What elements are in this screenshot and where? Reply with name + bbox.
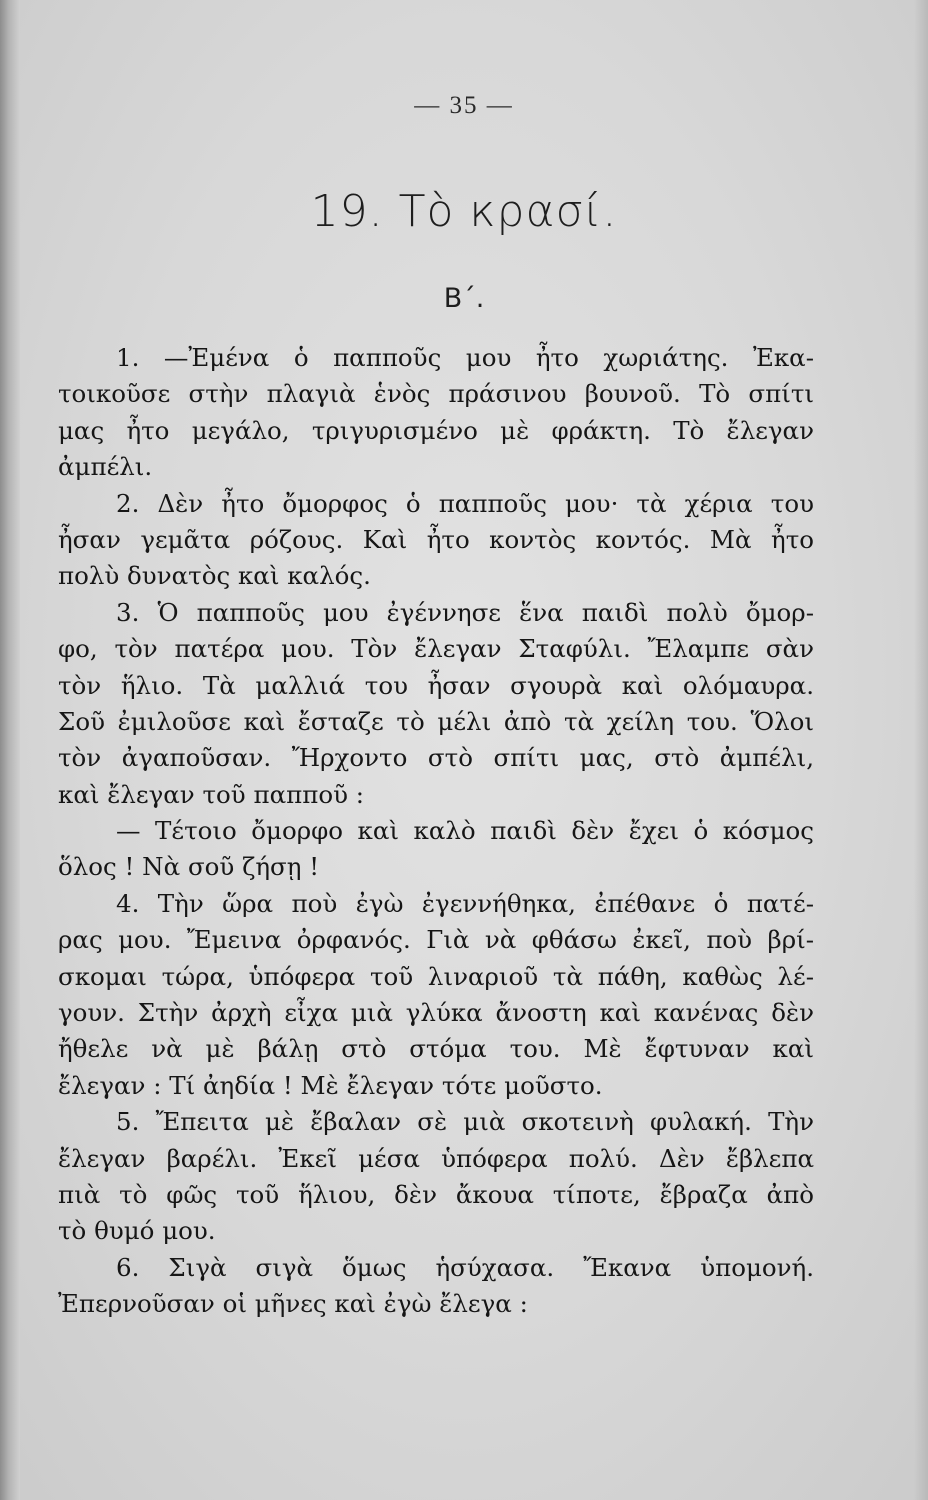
text-line: καὶ ἔλεγαν τοῦ παπποῦ : — [58, 779, 365, 809]
text-line: ἦσαν γεμᾶτα ρόζους. Καὶ ἦτο κοντὸς κοντός. Μὰ ἦτο — [58, 524, 814, 554]
text-line: ἔλεγαν : Τί ἀηδία ! Μὲ ἔλεγαν τότε μοῦστο. — [58, 1070, 603, 1100]
page-number: — 35 — — [414, 92, 514, 119]
chapter-subtitle: Β΄. — [443, 283, 485, 314]
text-line: σκομαι τώρα, ὑπόφερα τοῦ λιναριοῦ τὰ πάθη, καθὼς λέ- — [58, 961, 814, 991]
body-text — [58, 340, 814, 1323]
text-line: φο, τὸν πατέρα μου. Τὸν ἔλεγαν Σταφύλι. Ἔλαμπε σὰν — [58, 634, 814, 664]
text-line: Ἐπερνοῦσαν οἱ μῆνες καὶ ἐγὼ ἔλεγα : — [58, 1289, 528, 1319]
text-line: 6. Σιγὰ σιγὰ ὅμως ἡσύχασα. Ἔκανα ὑπομονή. — [116, 1252, 814, 1282]
text-line: τοικοῦσε στὴν πλαγιὰ ἑνὸς πράσινου βουνοῦ. Τὸ σπίτι — [58, 379, 814, 409]
text-line: τὸ θυμό μου. — [58, 1216, 216, 1246]
text-line: 5. Ἔπειτα μὲ ἔβαλαν σὲ μιὰ σκοτεινὴ φυλακή. Τὴν — [116, 1107, 814, 1137]
text-line: ἔλεγαν βαρέλι. Ἐκεῖ μέσα ὑπόφερα πολύ. Δὲν ἔβλεπα — [58, 1143, 814, 1173]
text-line: πολὺ δυνατὸς καὶ καλός. — [58, 561, 371, 591]
text-line: μας ἦτο μεγάλο, τριγυρισμένο μὲ φράκτη. Τὸ ἔλεγαν — [58, 415, 814, 445]
text-line: τὸν ἀγαποῦσαν. Ἤρχοντο στὸ σπίτι μας, στὸ ἀμπέλι, — [58, 743, 814, 773]
text-line: 2. Δὲν ἦτο ὄμορφος ὁ παπποῦς μου· τὰ χέρια του — [116, 488, 814, 518]
text-line: ρας μου. Ἔμεινα ὀρφανός. Γιὰ νὰ φθάσω ἐκεῖ, ποὺ βρί- — [58, 925, 814, 955]
text-line: 3. Ὁ παπποῦς μου ἐγέννησε ἕνα παιδὶ πολὺ ὄμορ- — [116, 597, 814, 627]
text-line: ὅλος ! Νὰ σοῦ ζήσῃ ! — [58, 852, 320, 882]
text-line: ἀμπέλι. — [58, 452, 153, 482]
text-line: τὸν ἥλιο. Τὰ μαλλιά του ἦσαν σγουρὰ καὶ ολόμαυρα. — [58, 670, 814, 700]
text-line: ἤθελε νὰ μὲ βάλῃ στὸ στόμα του. Μὲ ἔφτυναν καὶ — [58, 1034, 814, 1064]
text-line: — Τέτοιο ὄμορφο καὶ καλὸ παιδὶ δὲν ἔχει ὁ κόσμος — [116, 816, 814, 846]
text-line: 4. Τὴν ὥρα ποὺ ἐγὼ ἐγεννήθηκα, ἐπέθανε ὁ πατέ- — [116, 888, 814, 918]
text-line: πιὰ τὸ φῶς τοῦ ἥλιου, δὲν ἄκουα τίποτε, ἔβραζα ἀπὸ — [58, 1179, 814, 1209]
text-line: 1. —Ἐμένα ὁ παπποῦς μου ἦτο χωριάτης. Ἐκα- — [116, 343, 814, 372]
chapter-title: 19. Τὸ κρασί. — [310, 186, 618, 237]
text-line: γουν. Στὴν ἀρχὴ εἶχα μιὰ γλύκα ἄνοστη καὶ κανένας δὲν — [58, 998, 814, 1028]
text-line: Σοῦ ἐμιλοῦσε καὶ ἔσταζε τὸ μέλι ἀπὸ τὰ χείλη του. Ὅλοι — [58, 706, 814, 736]
